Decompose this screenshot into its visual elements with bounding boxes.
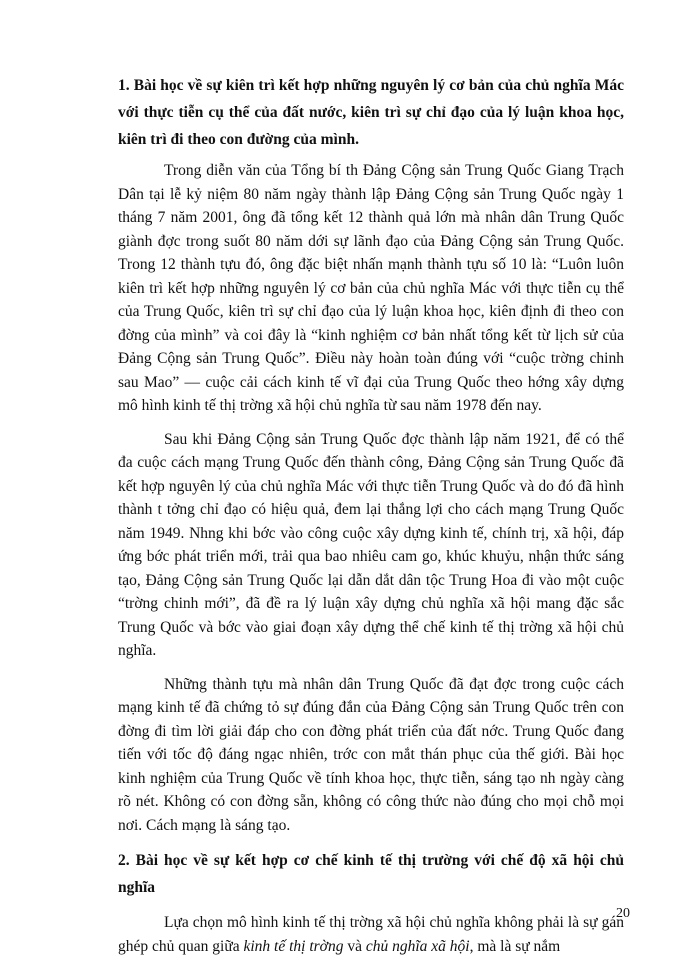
section-heading-2: 2. Bài học về sự kết hợp cơ chế kinh tế thị trường với chế độ xã hội chủ nghĩa [118,852,624,896]
paragraph-2: Sau khi Đảng Cộng sản Trung Quốc đợc thành lập năm 1921, để có thể đa cuộc cách mạng Trung Quốc đến thành công, Đảng Cộng sản Trung Quốc đã kết hợp nguyên lý của chủ nghĩa Mác với thực tiễn Trung Quốc và do đó đã hình thành t tởng chỉ đạo có hiệu quả, đem lại thắng lợi cho cách mạng Trung Quốc năm 1949. Nhng khi bớc vào công cuộc xây dựng kinh tế, chính trị, xã hội, đáp ứng bớc phát triển mới, trải qua bao nhiêu cam go, khúc khuỷu, nhận thức sáng tạo, Đảng Cộng sản Trung Quốc lại dẫn dắt dân tộc Trung Hoa đi vào một cuộc “trờng chinh mới”, đã đề ra lý luận xây dựng chủ nghĩa xã hội mang đặc sắc Trung Quốc và bớc vào giai đoạn xây dựng thể chế kinh tế thị trờng xã hội chủ nghĩa. [118,430,624,659]
paragraph-3: Những thành tựu mà nhân dân Trung Quốc đã đạt đợc trong cuộc cách mạng kinh tế đã chứng tỏ sự đúng đắn của Đảng Cộng sản Trung Quốc trên con đờng đi tìm lời giải đáp cho con đờng phát triển của đất nớc. Trung Quốc đang tiến với tốc độ đáng ngạc nhiên, trớc con mắt thán phục của thế giới. Bài học kinh nghiệm của Trung Quốc về tính khoa học, thực tiễn, sáng tạo nh ngày càng rõ nét. Không có con đờng sẵn, không có công thức nào đúng cho mọi chỗ mọi nơi. Cách mạng là sáng tạo. [118,675,624,834]
paragraph-4-start: Lựa chọn mô hình kinh tế thị trờng xã hội chủ nghĩa không phải là sự gán ghép chủ quan giữa [118,914,624,955]
paragraph-4-mid: và [343,937,366,955]
page-number: 20 [616,906,630,921]
paragraph-4 [118,911,624,958]
paragraph-4-italic-2: chủ nghĩa xã hội [365,937,470,955]
paragraph-1: Trong diễn văn của Tổng bí th Đảng Cộng sản Trung Quốc Giang Trạch Dân tại lễ kỷ niệm 80 năm ngày thành lập Đảng Cộng sản Trung Quốc ngày 1 tháng 7 năm 2001, ông đã tổng kết 12 thành quả lớn mà nhân dân Trung Quốc giành đợc trong suốt 80 năm dới sự lãnh đạo của Đảng Cộng sản Trung Quốc. Trong 12 thành tựu đó, ông đặc biệt nhấn mạnh thành tựu số 10 là: “Luôn luôn kiên trì kết hợp những nguyên lý cơ bản của chủ nghĩa Mác với thực tiễn cụ thể của Trung Quốc, kiên trì sự chỉ đạo của lý luận khoa học, kiên định đi theo con đờng của mình” và coi đây là “kinh nghiệm cơ bản nhất tổng kết từ lịch sử của Đảng Cộng sản Trung Quốc”. Điều này hoàn toàn đúng với “cuộc trờng chinh sau Mao” — cuộc cải cách kinh tế vĩ đại của Trung Quốc theo hớng xây dựng mô hình kinh tế thị trờng xã hội chủ nghĩa từ sau năm 1978 đến nay. [118,162,624,414]
paragraph-4-end: , mà là sự nắm [469,937,561,955]
page-content [118,72,624,968]
paragraph-4-italic-1: kinh tế thị trờng [243,937,344,955]
section-heading-1: 1. Bài học về sự kiên trì kết hợp những nguyên lý cơ bản của chủ nghĩa Mác với thực tiễn cụ thể của đất nước, kiên trì sự chỉ đạo của lý luận khoa học, kiên trì đi theo con đường của mình. [118,77,624,148]
